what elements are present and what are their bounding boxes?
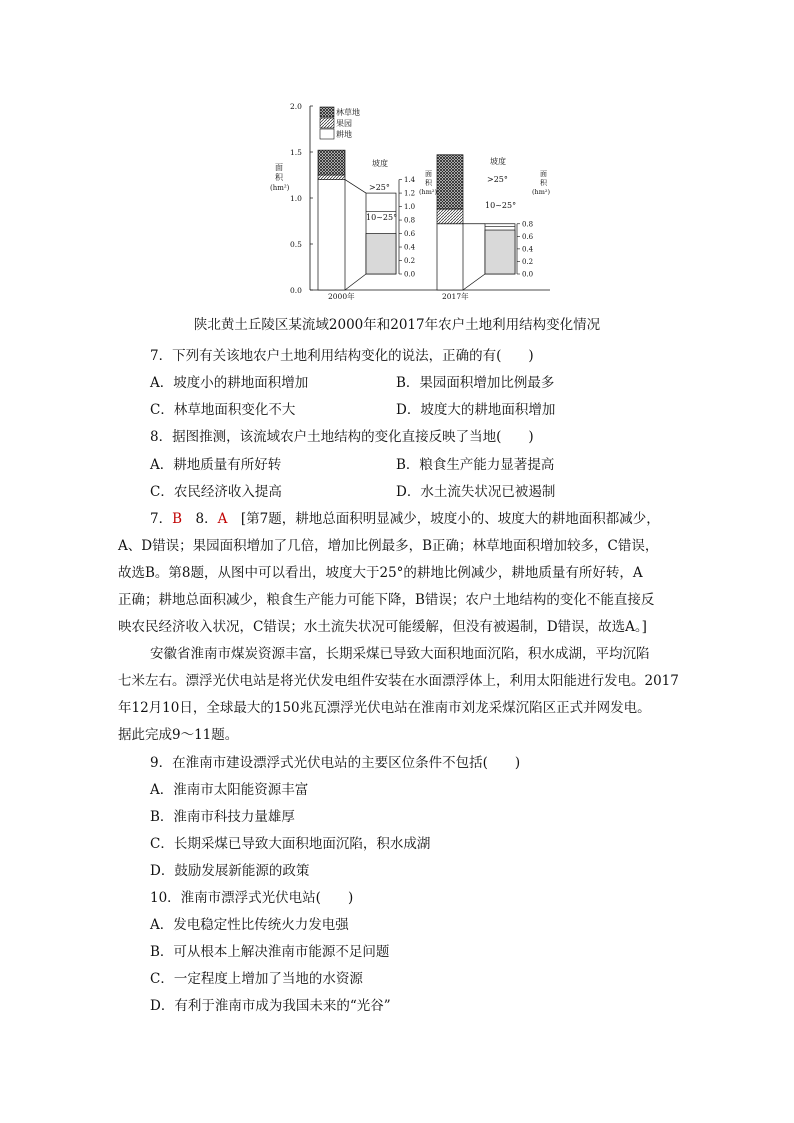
bar-2000-farmland <box>318 180 345 290</box>
area-label-right-char1: 面 <box>540 170 547 178</box>
q9-option-d: D．鼓励发展新能源的政策 <box>150 863 310 879</box>
slope-mid-2017: 10~25° <box>485 201 517 210</box>
slope-tick-label: 0.8 <box>522 220 534 229</box>
connector-bottom <box>463 274 485 290</box>
answer-line-5: 映农民经济收入状况，C错误；水土流失状况可能缓解，但没有被遏制，D错误，故选A。] <box>118 619 647 635</box>
area-label-right-unit: (hm²) <box>532 188 551 196</box>
q10-option-d: D．有利于淮南市成为我国未来的“光谷” <box>150 998 391 1014</box>
slope-tick-label: 0.0 <box>404 270 416 279</box>
bar-2000-forest <box>318 150 345 175</box>
y-tick-label: 2.0 <box>290 102 302 111</box>
area-label-right-char2: 积 <box>540 179 547 187</box>
figure-caption: 陕北黄土丘陵区某流域2000年和2017年农户土地利用结构变化情况 <box>193 317 601 333</box>
passage-line-1: 安徽省淮南市煤炭资源丰富，长期采煤已导致大面积地面沉陷，积水成湖，平均沉陷 <box>150 646 650 662</box>
q7-stem: 7．下列有关该地农户土地利用结构变化的说法，正确的有( ) <box>150 348 534 364</box>
area-label-mid-char1: 面 <box>425 170 432 178</box>
slope-mid-2000: 10~25° <box>366 213 398 222</box>
slope-tick-label: 1.4 <box>404 176 416 185</box>
slope-label-2000: 坡度 <box>372 159 388 168</box>
passage-line-4: 据此完成9～11题。 <box>118 727 239 743</box>
q9-option-c: C．长期采煤已导致大面积地面沉陷，积水成湖 <box>150 836 431 852</box>
q10-option-b: B．可从根本上解决淮南市能源不足问题 <box>150 944 390 960</box>
legend-swatch-orchard <box>320 118 334 128</box>
legend-swatch-forest <box>320 107 334 117</box>
bar-2017-forest <box>437 155 463 209</box>
q8-option-a: A．耕地质量有所好转 <box>150 457 282 473</box>
connector-bottom <box>345 274 366 290</box>
answer-line-4: 正确；耕地总面积减少，粮食生产能力可能下降，B错误；农户土地结构的变化不能直接反 <box>118 592 655 608</box>
q8-option-d: D．水土流失状况已被遏制 <box>396 484 556 500</box>
slope-tick-label: 0.0 <box>522 270 534 279</box>
slope-tick-label: 0.4 <box>522 245 534 254</box>
answer-mid: 8． <box>182 511 218 527</box>
q8-option-c: C．农民经济收入提高 <box>150 484 282 500</box>
y-tick-label: 1.5 <box>290 148 302 157</box>
q8-option-b: B．粮食生产能力显著提高 <box>396 457 555 473</box>
y-tick-label: 1.0 <box>290 194 302 203</box>
y-tick-group <box>290 102 313 295</box>
legend-label-farmland: 耕地 <box>336 130 352 139</box>
slope-low-fill <box>485 230 515 274</box>
slope-label-2017: 坡度 <box>490 157 506 166</box>
q9-option-b: B．淮南市科技力量雄厚 <box>150 809 295 825</box>
area-label-char1: 面 <box>275 163 283 172</box>
slope-tick-label: 1.2 <box>404 189 416 198</box>
q7-option-c: C．林草地面积变化不大 <box>150 402 296 418</box>
y-tick-label: 0.5 <box>290 240 302 249</box>
area-label-char2: 积 <box>275 173 283 182</box>
area-label-mid-char2: 积 <box>425 179 432 187</box>
slope-tick-label: 0.6 <box>522 232 534 241</box>
q9-option-a: A．淮南市太阳能资源丰富 <box>150 782 309 798</box>
answer-line-1-rest: [第7题，耕地总面积明显减少，坡度小的、坡度大的耕地面积都减少， <box>227 511 660 527</box>
bar-2000-orchard <box>318 175 345 180</box>
slope-tick-label: 0.8 <box>404 216 416 225</box>
legend-swatch-farmland <box>320 129 334 139</box>
slope-high-2017: >25° <box>487 175 508 184</box>
q7-option-b: B．果园面积增加比例最多 <box>396 375 555 391</box>
slope-tick-label: 0.6 <box>404 230 416 239</box>
year-label-2017: 2017年 <box>442 292 469 301</box>
slope-tick-label: 0.2 <box>522 257 534 266</box>
q10-option-c: C．一定程度上增加了当地的水资源 <box>150 971 363 987</box>
y-tick-label: 0.0 <box>290 286 302 295</box>
q9-stem: 9．在淮南市建设漂浮式光伏电站的主要区位条件不包括( ) <box>150 755 521 771</box>
q7-option-a: A．坡度小的耕地面积增加 <box>150 375 309 391</box>
slope-breakdown-2017 <box>463 220 534 290</box>
area-label-unit: (hm²) <box>270 184 290 192</box>
q7-option-d: D．坡度大的耕地面积增加 <box>396 402 556 418</box>
legend-label-forest: 林草地 <box>336 108 360 117</box>
area-label-mid-unit: (hm²) <box>419 188 438 196</box>
answer-q8: A <box>217 511 228 527</box>
q8-stem: 8．据图推测，该流域农户土地结构的变化直接反映了当地( ) <box>150 429 534 445</box>
slope-low-fill <box>366 234 396 274</box>
legend-label-orchard: 果园 <box>336 119 352 128</box>
bar-2017-farmland <box>437 224 463 290</box>
q10-option-a: A．发电稳定性比传统火力发电强 <box>150 917 349 933</box>
slope-tick-label: 1.0 <box>404 203 416 212</box>
slope-breakdown-2000 <box>345 176 416 290</box>
slope-tick-label: 0.2 <box>404 257 416 266</box>
answer-q7: B <box>172 511 183 527</box>
answer-line-1 <box>150 507 660 527</box>
passage-line-3: 年12月10日，全球最大的150兆瓦漂浮光伏电站在淮南市刘龙采煤沉陷区正式并网发电。 <box>118 700 651 716</box>
slope-high-2000: >25° <box>369 183 390 192</box>
passage-line-2: 七米左右。漂浮光伏电站是将光伏发电组件安装在水面漂浮体上，利用太阳能进行发电。2017 <box>118 673 679 689</box>
bar-2017-orchard <box>437 209 463 224</box>
year-label-2000: 2000年 <box>328 292 355 301</box>
answer-prefix: 7． <box>150 511 173 527</box>
connector-top <box>345 180 366 193</box>
answer-line-3: 故选B。第8题，从图中可以看出，坡度大于25°的耕地比例减少，耕地质量有所好转，A <box>118 565 643 581</box>
answer-line-2: A、D错误；果园面积增加了几倍，增加比例最多，B正确；林草地面积增加较多，C错误， <box>118 538 659 554</box>
slope-tick-label: 0.4 <box>404 243 416 252</box>
land-use-chart <box>270 98 570 303</box>
q10-stem: 10．淮南市漂浮式光伏电站( ) <box>150 890 354 906</box>
